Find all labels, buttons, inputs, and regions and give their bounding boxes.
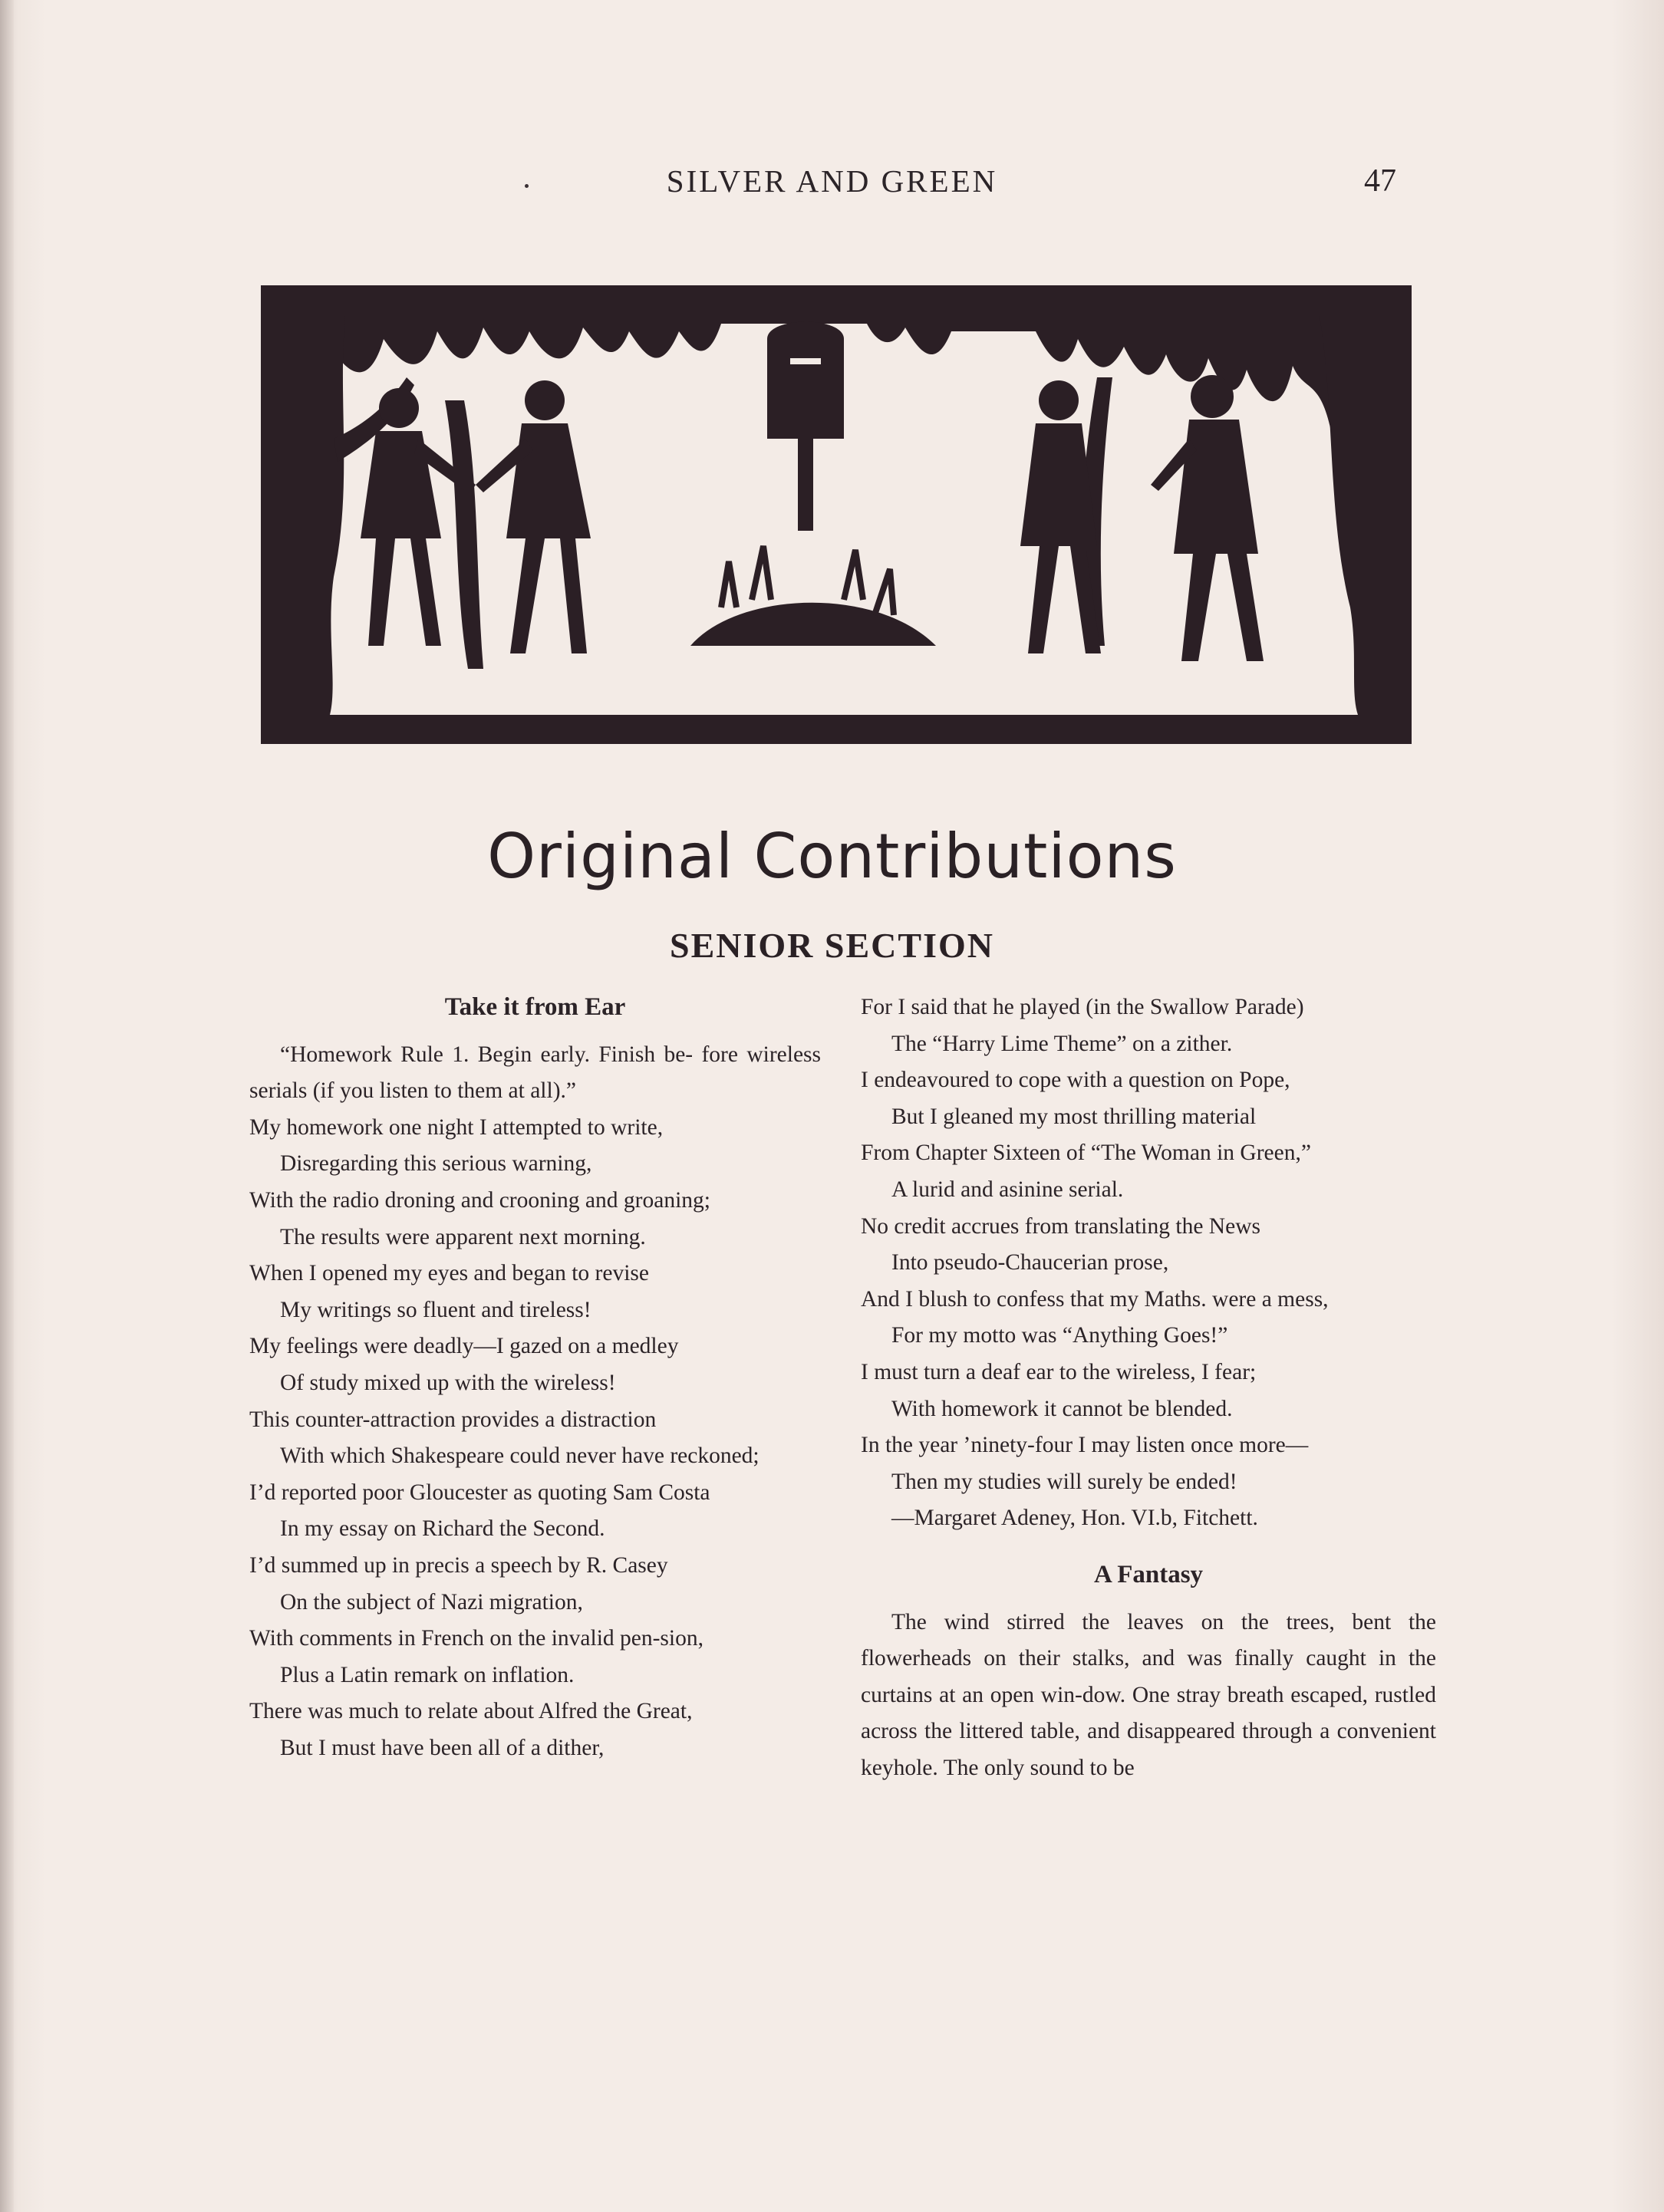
page-number: 47 [1364, 163, 1396, 199]
poem-line: For my motto was “Anything Goes!” [891, 1323, 1228, 1348]
poem-line: In the year ’ninety-four I may listen once more— [861, 1433, 1309, 1458]
poem-line: I must turn a deaf ear to the wireless, I fear; [861, 1359, 1257, 1384]
poem-line: But I must have been all of a dither, [280, 1735, 605, 1760]
running-title: SILVER AND GREEN [666, 163, 998, 199]
poem-line: With the radio droning and crooning and groaning; [249, 1187, 710, 1213]
poem-line: Then my studies will surely be ended! [891, 1469, 1237, 1494]
poem-line: My homework one night I attempted to write, [249, 1114, 664, 1140]
poem-line: The “Harry Lime Theme” on a zither. [891, 1031, 1233, 1056]
right-column [861, 989, 1436, 1786]
fantasy-paragraph: The wind stirred the leaves on the trees, bent the flowerheads on their stalks, and was finally caught in the curtains at an open win-dow. One stray breath escaped, rustled across the littered table, and disappeared through a convenient keyhole. The only sound to be [861, 1609, 1436, 1780]
poem-line: Disregarding this serious warning, [280, 1151, 592, 1177]
poem-line: Plus a Latin remark on inflation. [280, 1662, 575, 1687]
poem-line: This counter-attraction provides a distraction [249, 1407, 657, 1432]
poem-line: And I blush to confess that my Maths. were a mess, [861, 1286, 1329, 1312]
poem-line: I’d reported poor Gloucester as quoting Sam Costa [249, 1480, 710, 1505]
poem-line: When I opened my eyes and began to revise [249, 1261, 649, 1286]
fantasy-title: A Fantasy [1093, 1560, 1204, 1588]
poem-line: My feelings were deadly—I gazed on a medley [249, 1334, 679, 1359]
text-line: fore wireless serials (if you listen to them at [249, 1042, 821, 1104]
text-line: all).” [530, 1078, 576, 1104]
poem-line: The results were apparent next morning. [280, 1224, 646, 1249]
section-title: SENIOR SECTION [670, 926, 994, 965]
poem-author: —Margaret Adeney, Hon. VI.b, Fitchett. [891, 1506, 1258, 1531]
page-title: Original Contributions [487, 821, 1177, 892]
poem-line: Of study mixed up with the wireless! [280, 1370, 616, 1395]
spacer [861, 1537, 1436, 1557]
poem-line: But I gleaned my most thrilling material [891, 1104, 1257, 1129]
silhouette-illustration-icon [261, 285, 1412, 744]
poem-line: With which Shakespeare could never have reckoned; [280, 1443, 760, 1469]
poem-line: From Chapter Sixteen of “The Woman in Green,” [861, 1141, 1311, 1166]
page-gutter-shadow [0, 0, 14, 2212]
poem-line: A lurid and asinine serial. [891, 1177, 1124, 1202]
poem-line: I’d summed up in precis a speech by R. Casey [249, 1552, 668, 1578]
text-line: “Homework Rule 1. Begin early. Finish be- [280, 1042, 694, 1067]
poem-line: There was much to relate about Alfred the Great, [249, 1699, 693, 1724]
poem-line: In my essay on Richard the Second. [280, 1516, 605, 1542]
poem-title: Take it from Ear [444, 993, 626, 1021]
poem-line: On the subject of Nazi migration, [280, 1589, 583, 1615]
poem-line: Into pseudo-Chaucerian prose, [891, 1250, 1169, 1276]
poem-epigraph-line [249, 1037, 821, 1110]
poem-line: With homework it cannot be blended. [891, 1396, 1233, 1421]
poem-line: I endeavoured to cope with a question on Pope, [861, 1068, 1290, 1093]
poem-line: For I said that he played (in the Swallow Parade) [861, 995, 1304, 1019]
poem-line: No credit accrues from translating the News [861, 1213, 1260, 1239]
left-column [249, 989, 821, 1766]
poem-line: My writings so fluent and tireless! [280, 1297, 591, 1322]
poem-line: With comments in French on the invalid pen-sion, [249, 1626, 703, 1651]
